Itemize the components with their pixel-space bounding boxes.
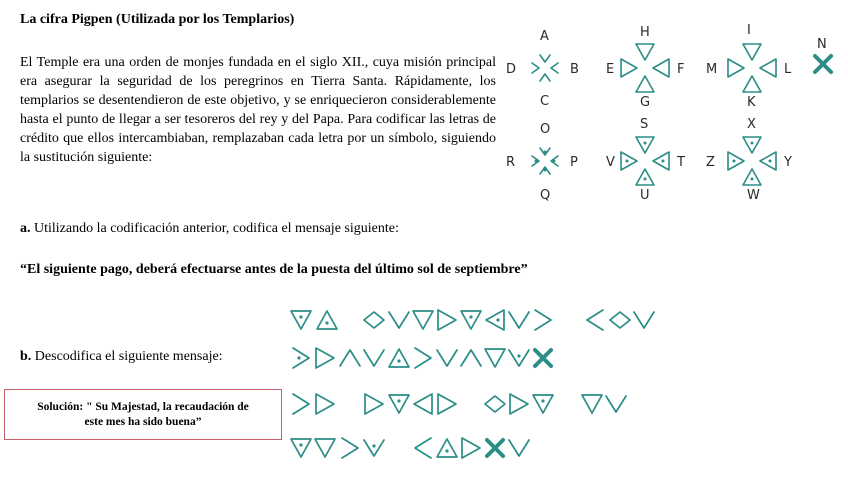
key-letter-l: L bbox=[784, 62, 792, 77]
message-to-encode: “El siguiente pago, deberá efectuarse antes de la puesta del último sol de septiembre” bbox=[20, 262, 528, 277]
key-letter-n: N bbox=[817, 37, 827, 52]
solution-line-1: Solución: " Su Majestad, la recaudación de bbox=[37, 401, 249, 413]
question-b-text: Descodifica el siguiente mensaje: bbox=[34, 349, 223, 364]
key-group-iklm bbox=[728, 44, 776, 92]
key-letter-z: Z bbox=[706, 155, 715, 170]
question-b-label: b. bbox=[20, 349, 32, 364]
solution-line-2: este mes ha sido buena” bbox=[84, 416, 202, 428]
key-letter-a: A bbox=[540, 29, 549, 44]
key-group-abcd bbox=[532, 55, 558, 81]
key-letter-i: I bbox=[747, 23, 751, 38]
question-b bbox=[20, 349, 223, 365]
key-letter-m: M bbox=[706, 62, 718, 77]
key-letter-y: Y bbox=[784, 155, 792, 170]
cipher-row-4 bbox=[291, 438, 529, 458]
key-letter-e: E bbox=[606, 62, 615, 77]
solution-box bbox=[4, 389, 282, 440]
key-letter-f: F bbox=[677, 62, 685, 77]
cipher-message bbox=[286, 300, 706, 475]
cipher-row-1 bbox=[291, 310, 654, 330]
cipher-row-3 bbox=[293, 394, 626, 414]
cipher-row-2 bbox=[293, 348, 551, 368]
question-a bbox=[20, 221, 399, 237]
question-a-label: a. bbox=[20, 221, 31, 236]
key-letter-h: H bbox=[640, 25, 650, 40]
key-letter-o: O bbox=[540, 122, 551, 137]
key-letter-d: D bbox=[506, 62, 517, 77]
key-letter-b: B bbox=[570, 62, 579, 77]
key-letter-p: P bbox=[570, 155, 578, 170]
pigpen-key bbox=[500, 18, 845, 203]
key-group-opqr bbox=[532, 148, 558, 174]
key-group-wxyz bbox=[728, 137, 776, 185]
key-letter-g: G bbox=[640, 95, 651, 110]
key-group-stuv bbox=[621, 137, 669, 185]
question-a-text: Utilizando la codificación anterior, codifica el mensaje siguiente: bbox=[34, 221, 399, 236]
key-letter-s: S bbox=[640, 117, 649, 132]
key-group-efgh bbox=[621, 44, 669, 92]
key-letter-w: W bbox=[747, 188, 760, 203]
key-letter-q: Q bbox=[540, 188, 551, 203]
key-letter-k: K bbox=[747, 95, 756, 110]
key-letter-x: X bbox=[747, 117, 756, 132]
key-letter-t: T bbox=[677, 155, 685, 170]
key-symbol-n bbox=[815, 56, 831, 72]
page-title: La cifra Pigpen (Utilizada por los Templarios) bbox=[20, 12, 295, 27]
intro-paragraph: El Temple era una orden de monjes fundada en el siglo XII., cuya misión principal era asegurar la seguridad de los peregrinos en Tierra Santa. Rápidamente, los templarios se desentendieron de este objetivo, y se enriquecieron considerablemente hasta el punto de llegar a ser tesoreros del rey y del Papa. Para codificar las letras de crédito que ellos intercambiaban, remplazaban cada letra por un símbolo, siguiendo la sustitución siguiente: bbox=[20, 55, 496, 165]
key-letter-u: U bbox=[640, 188, 650, 203]
key-letter-c: C bbox=[540, 94, 550, 109]
key-letter-v: V bbox=[606, 155, 615, 170]
key-letter-r: R bbox=[506, 155, 516, 170]
